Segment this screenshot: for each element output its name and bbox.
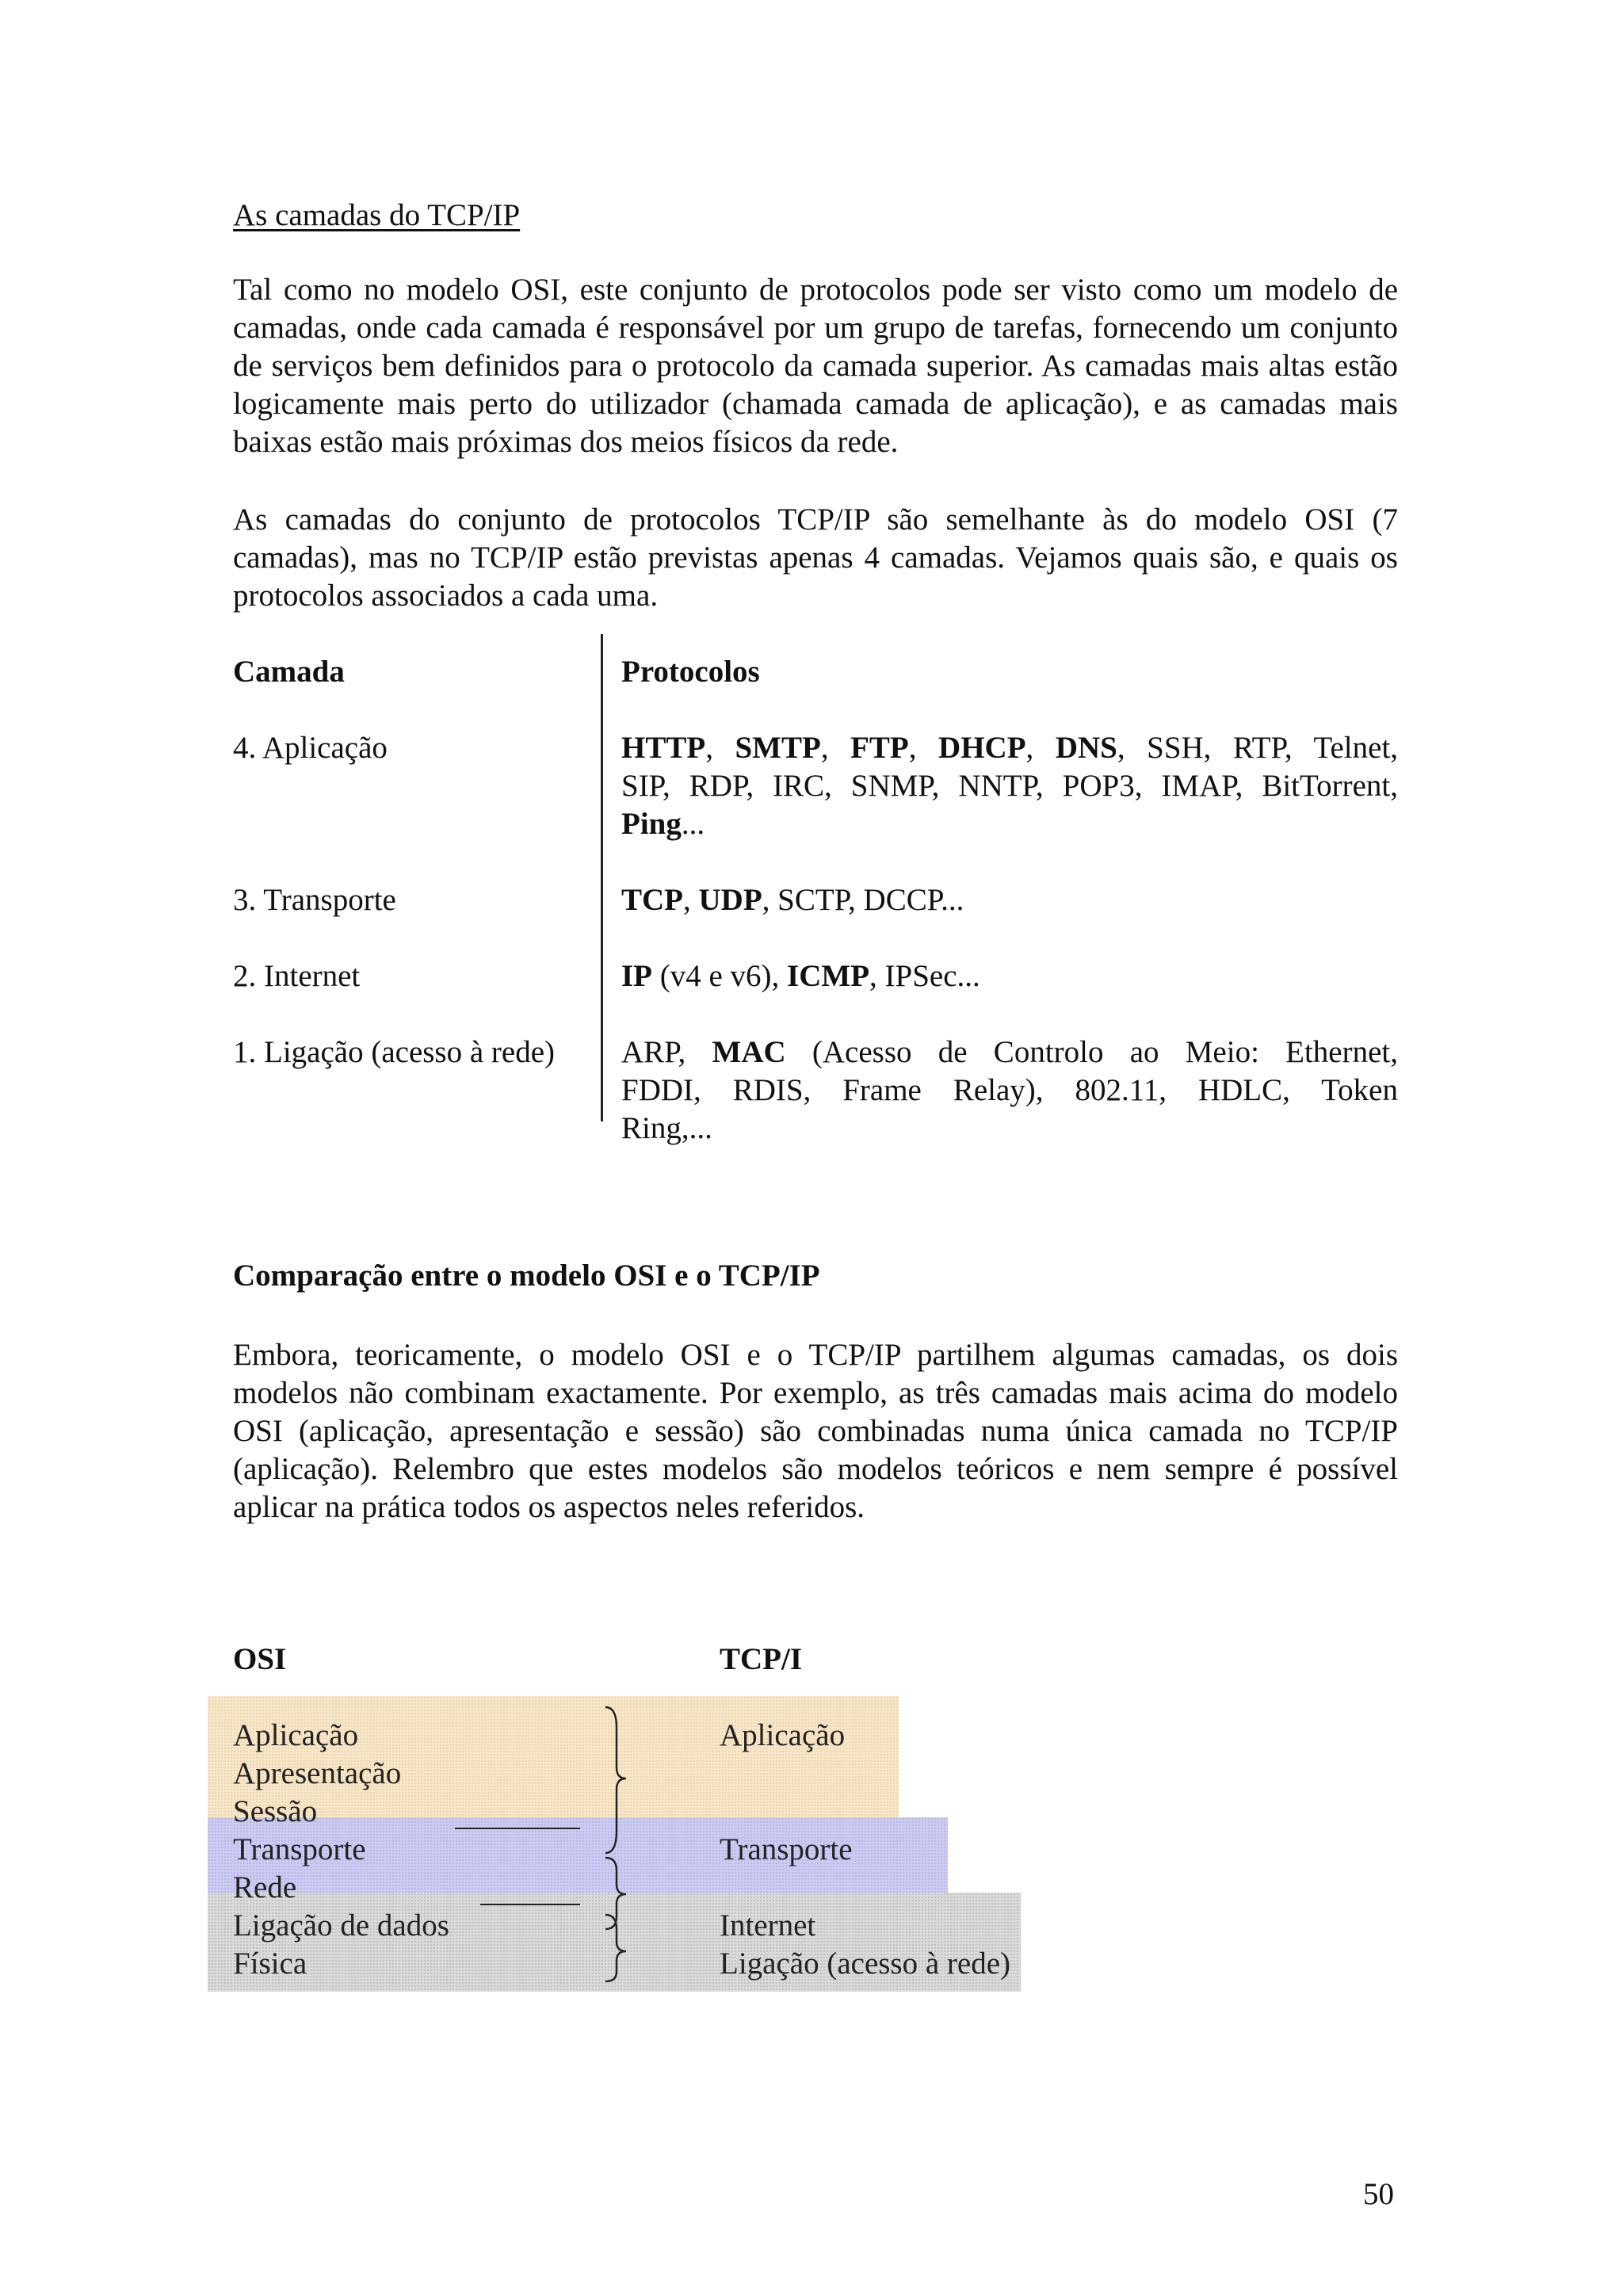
table-row-layer: 3. Transporte xyxy=(233,883,396,917)
section-title-tcpip-layers: As camadas do TCP/IP xyxy=(233,198,521,232)
protocol-name: FTP xyxy=(850,731,909,765)
tcpip-layer-label: Aplicação xyxy=(720,1718,846,1752)
protocol-name: HTTP xyxy=(621,731,706,765)
paragraph-text: As camadas do conjunto de protocolos TCP/IP são semelhante às do modelo OSI (7 camadas), mas no TCP/IP estão previstas apenas 4 camadas. Vejamos quais são, e quais os protocolos associados a cada uma. xyxy=(233,502,1398,613)
protocol-list-text: , SCTP, DCCP... xyxy=(762,883,964,917)
table-row-protocols xyxy=(621,957,1398,995)
protocol-line: Ring,... xyxy=(621,1111,712,1145)
protocol-list-text: (v4 e v6), xyxy=(652,959,788,993)
protocol-line: SIP, RDP, IRC, SNMP, NNTP, POP3, IMAP, BitTorrent, xyxy=(621,769,1398,803)
protocol-name: DHCP xyxy=(938,731,1026,765)
osi-layer-label: Ligação de dados xyxy=(233,1908,449,1943)
table-row-layer: 2. Internet xyxy=(233,959,361,993)
protocol-list-text: , SSH, RTP, Telnet, xyxy=(1117,731,1399,765)
table-row-layer: 4. Aplicação xyxy=(233,731,388,765)
osi-layer-label: Transporte xyxy=(233,1832,366,1866)
tcpip-column-header: TCP/I xyxy=(720,1642,803,1676)
protocol-line: FDDI, RDIS, Frame Relay), 802.11, HDLC, Token xyxy=(621,1073,1398,1107)
tcpip-layer-label: Transporte xyxy=(720,1832,853,1866)
protocol-name: UDP xyxy=(698,883,762,917)
protocol-list-text: (Acesso de Controlo ao Meio: Ethernet, xyxy=(785,1035,1398,1069)
protocol-name: SMTP xyxy=(735,731,821,765)
grouping-braces xyxy=(586,1696,634,1981)
osi-layer-label: Rede xyxy=(233,1870,297,1904)
protocol-name: Ping xyxy=(621,807,682,841)
table-row-protocols: TCP, UDP, SCTP, DCCP... xyxy=(621,883,964,917)
table-header-protocols: Protocolos xyxy=(621,655,760,689)
protocol-line xyxy=(621,1033,1398,1072)
protocol-name: DNS xyxy=(1055,731,1117,765)
transport-brace-icon xyxy=(605,1858,626,1929)
paragraph-text: Embora, teoricamente, o modelo OSI e o TCP/IP partilhem algumas camadas, os dois modelos não combinam exactamente. Por exemplo, as três camadas mais acima do modelo OSI (aplicação, apresentação e sessão) são combinadas numa única camada no TCP/IP (aplicação). Relembro que estes modelos são modelos teóricos e nem sempre é possível aplicar na prática todos os aspectos neles referidos. xyxy=(233,1338,1398,1524)
osi-layer-label: Apresentação xyxy=(233,1756,402,1790)
layers-paragraph xyxy=(233,501,1398,615)
tcpip-layer-label: Ligação (acesso à rede) xyxy=(720,1946,1011,1981)
protocol-name: TCP xyxy=(621,883,683,917)
protocol-name: MAC xyxy=(712,1035,786,1069)
protocol-list-text: ... xyxy=(681,807,705,841)
paragraph-text: Tal como no modelo OSI, este conjunto de protocolos pode ser visto como um modelo de camadas, onde cada camada é responsável por um grupo de tarefas, fornecendo um conjunto de serviços bem definidos para o protocolo da camada superior. As camadas mais altas estão logicamente mais perto do utilizador (chamada camada de aplicação), e as camadas mais baixas estão mais próximas dos meios físicos da rede. xyxy=(233,273,1398,459)
group-separator-line xyxy=(455,1828,580,1829)
protocol-name: ICMP xyxy=(787,959,870,993)
intro-paragraph xyxy=(233,271,1398,461)
osi-layer-label: Sessão xyxy=(233,1794,318,1828)
osi-layer-label: Física xyxy=(233,1946,307,1981)
protocol-list-text: ARP, xyxy=(621,1035,712,1069)
table-row-layer: 1. Ligação (acesso à rede) xyxy=(233,1035,556,1069)
group-separator-line xyxy=(480,1904,580,1905)
application-brace-icon xyxy=(605,1707,626,1853)
osi-layer-label: Aplicação xyxy=(233,1718,359,1752)
osi-column-header: OSI xyxy=(233,1642,287,1676)
table-column-divider xyxy=(601,634,603,1121)
protocol-line: HTTP, SMTP, FTP, DHCP, DNS, SSH, RTP, Telnet, xyxy=(621,731,1399,765)
section-title-osi-comparison: Comparação entre o modelo OSI e o TCP/IP xyxy=(233,1259,820,1293)
tcpip-layer-label: Internet xyxy=(720,1908,816,1943)
table-row-protocols xyxy=(621,729,1398,843)
page-number: 50 xyxy=(1363,2177,1394,2211)
table-header-layer: Camada xyxy=(233,655,345,689)
table-row-protocols xyxy=(621,1033,1398,1148)
comparison-paragraph xyxy=(233,1336,1398,1526)
lower-brace-icon xyxy=(605,1915,626,1981)
protocol-name: IP xyxy=(621,959,652,993)
protocol-list-text: , IPSec... xyxy=(869,959,980,993)
protocol-line xyxy=(621,805,1398,843)
